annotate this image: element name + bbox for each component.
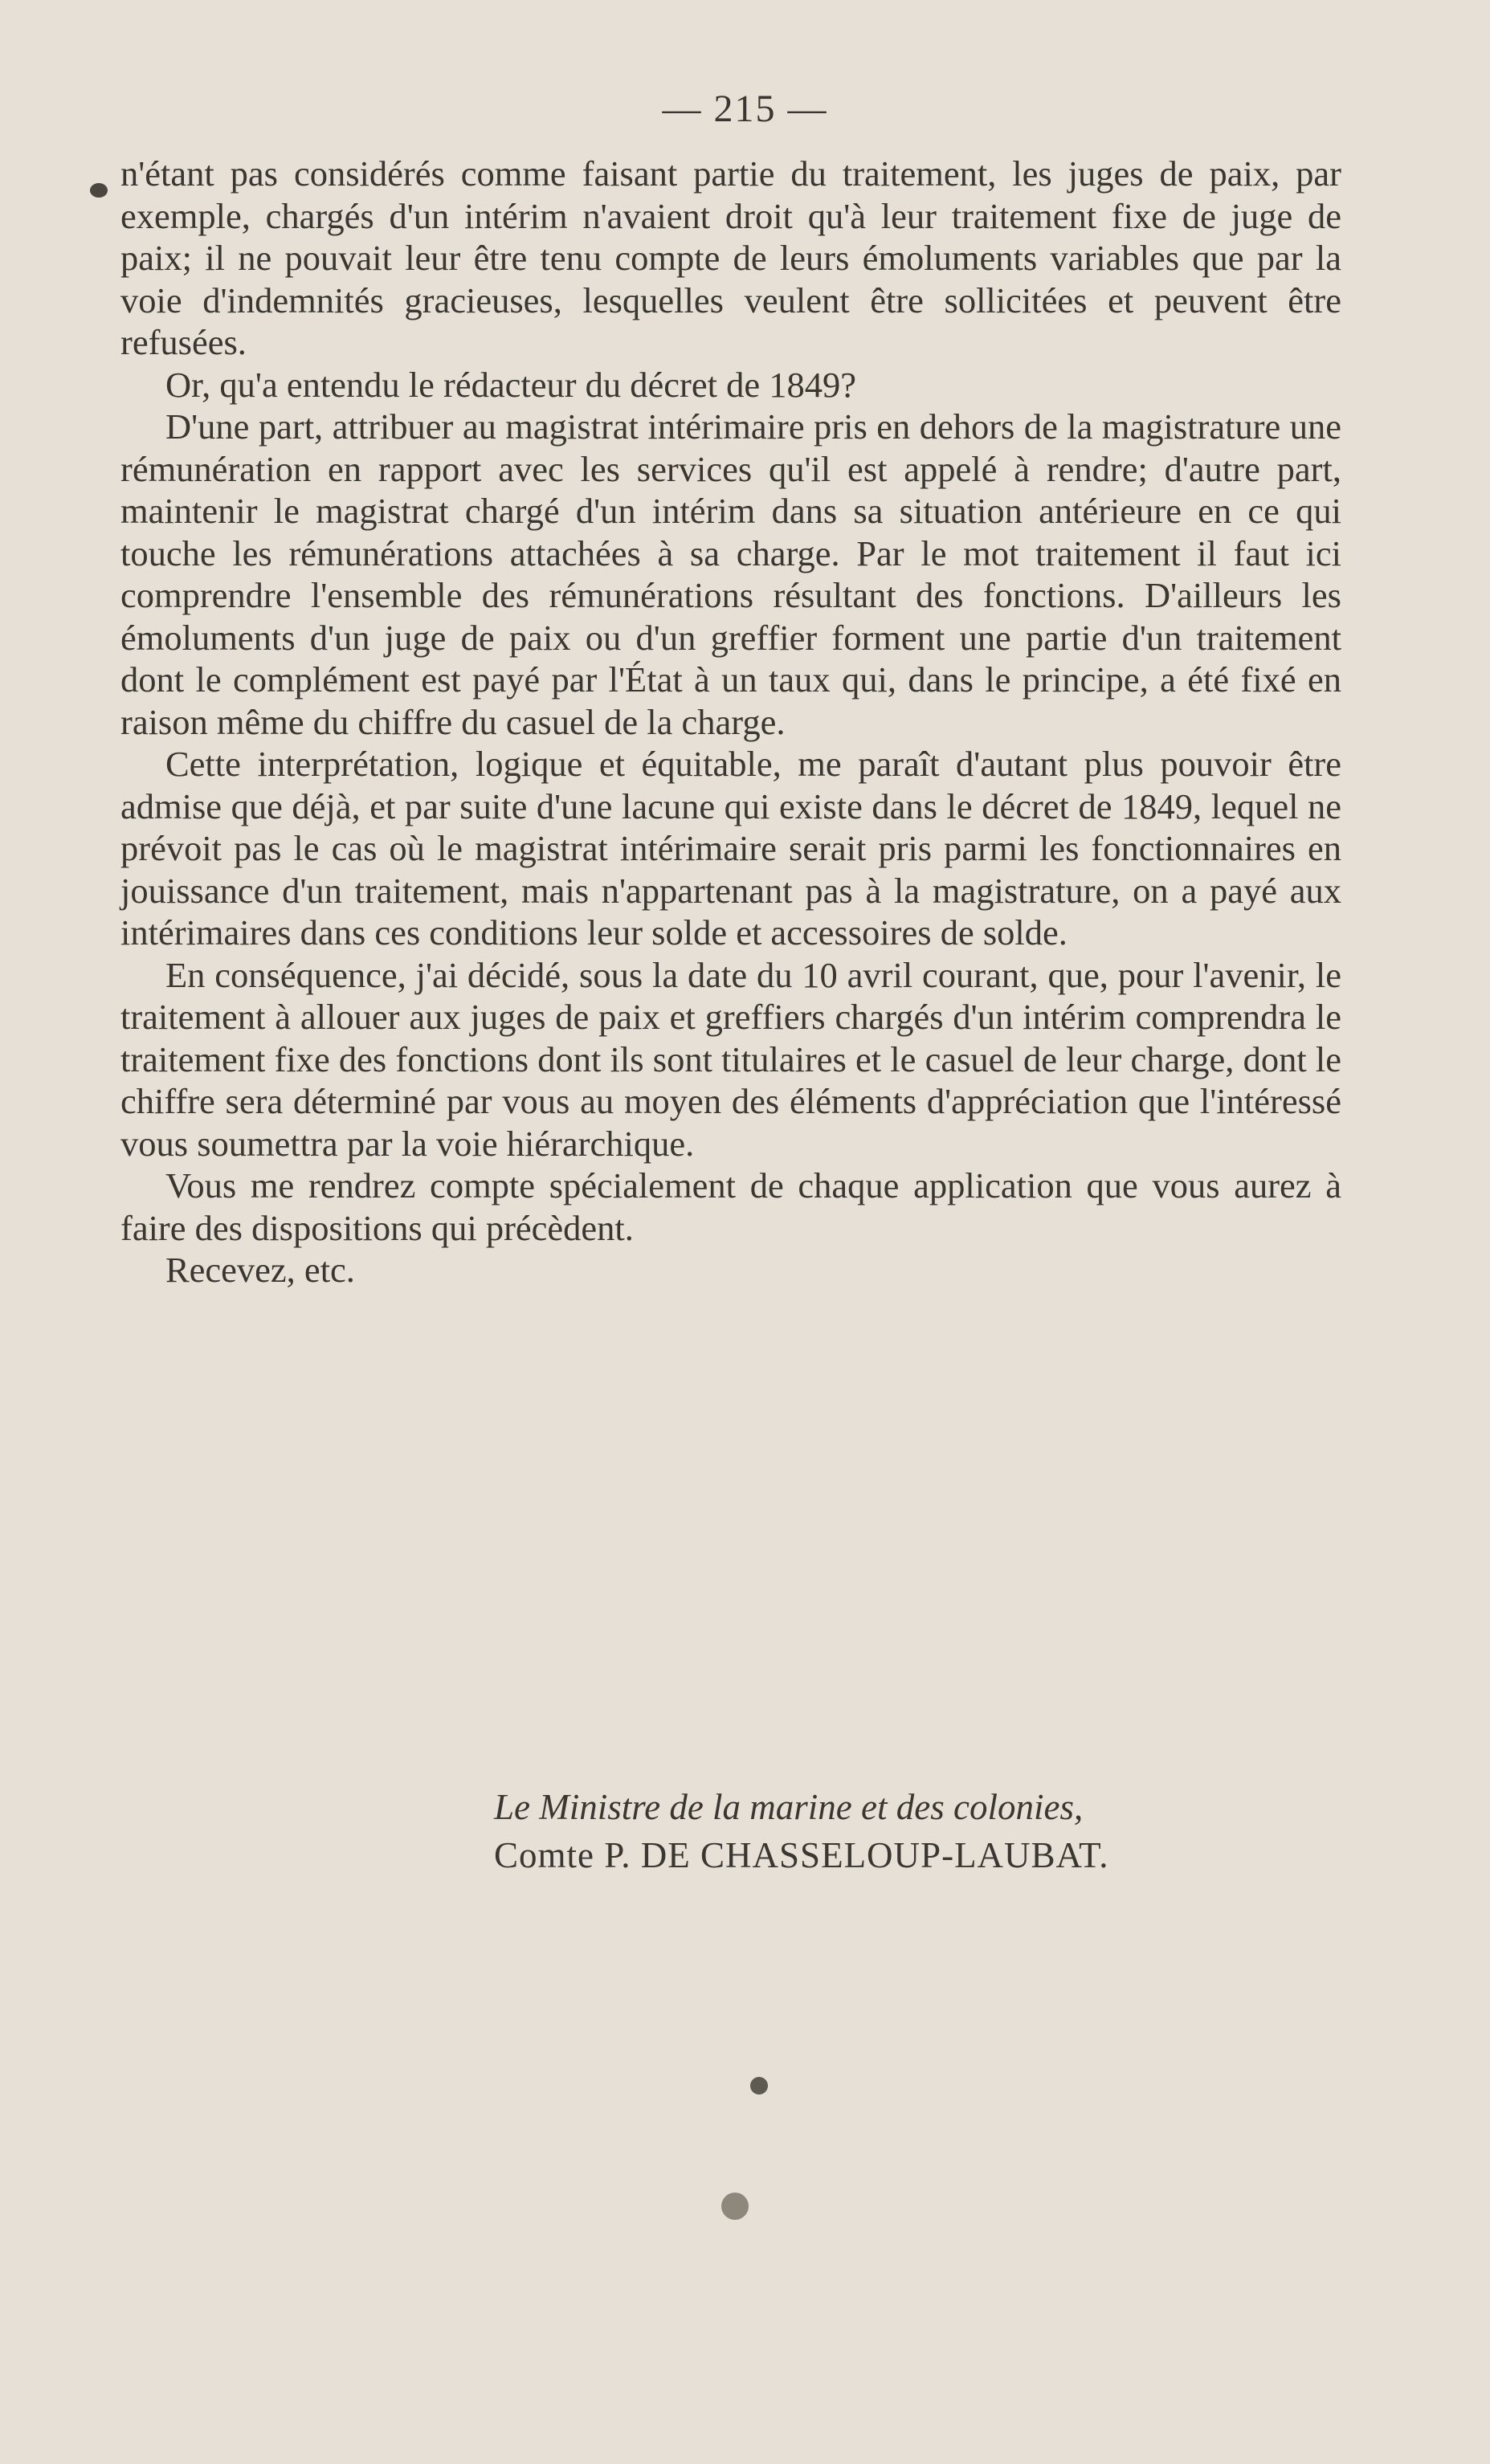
paragraph-decision: En conséquence, j'ai décidé, sous la date du 10 avril courant, que, pour l'avenir, le traitement à allouer aux juges de paix et greffiers chargés d'un intérim comprendra le traitement fixe des fonctions dont ils sont titulaires et le casuel de leur charge, dont le chiffre sera déterminé par vous au moyen des éléments d'appréciation que l'intéressé vous soumettra par la voie hiérarchique. [120, 954, 1341, 1164]
signature-block [494, 1783, 1108, 1879]
ink-spot [721, 2193, 749, 2220]
ink-spot [90, 183, 108, 198]
paragraph-reporting: Vous me rendrez compte spécialement de chaque application que vous aurez à faire des dispositions qui précèdent. [120, 1165, 1341, 1248]
ink-spot [750, 2077, 768, 2095]
body-text [120, 153, 1341, 1291]
paragraph-closing: Recevez, etc. [165, 1250, 355, 1290]
signature-role: Le Ministre de la marine et des colonies, [494, 1787, 1084, 1827]
signature-name: Comte P. DE CHASSELOUP-LAUBAT. [494, 1835, 1109, 1875]
paragraph-argument: Cette interprétation, logique et équitable, me paraît d'autant plus pouvoir être admise que déjà, et par suite d'une lacune qui existe dans le décret de 1849, lequel ne prévoit pas le cas où le magistrat intérimaire serait pris parmi les fonctionnaires en jouissance d'un traitement, mais n'appartenant pas à la magistrature, on a payé aux intérimaires dans ces conditions leur solde et accessoires de solde. [120, 744, 1341, 953]
paragraph-continuation: n'étant pas considérés comme faisant partie du traitement, les juges de paix, par exemple, chargés d'un intérim n'avaient droit qu'à leur traitement fixe de juge de paix; il ne pouvait leur être tenu compte de leurs émoluments variables que par la voie d'indemnités gracieuses, lesquelles veulent être sollicitées et peuvent être refusées. [120, 153, 1341, 362]
paragraph-question: Or, qu'a entendu le rédacteur du décret de 1849? [165, 364, 856, 405]
paragraph-interpretation: D'une part, attribuer au magistrat intérimaire pris en dehors de la magistrature une rémunération en rapport avec les services qu'il est appelé à rendre; d'autre part, maintenir le magistrat chargé d'un intérim dans sa situation antérieure en ce qui touche les rémunérations attachées à sa charge. Par le mot traitement il faut ici comprendre l'ensemble des rémunérations résultant des fonctions. D'ailleurs les émoluments d'un juge de paix ou d'un greffier forment une partie d'un traitement dont le complément est payé par l'État à un taux qui, dans le principe, a été fixé en raison même du chiffre du casuel de la charge. [120, 406, 1341, 742]
page-number: — 215 — [662, 88, 828, 130]
